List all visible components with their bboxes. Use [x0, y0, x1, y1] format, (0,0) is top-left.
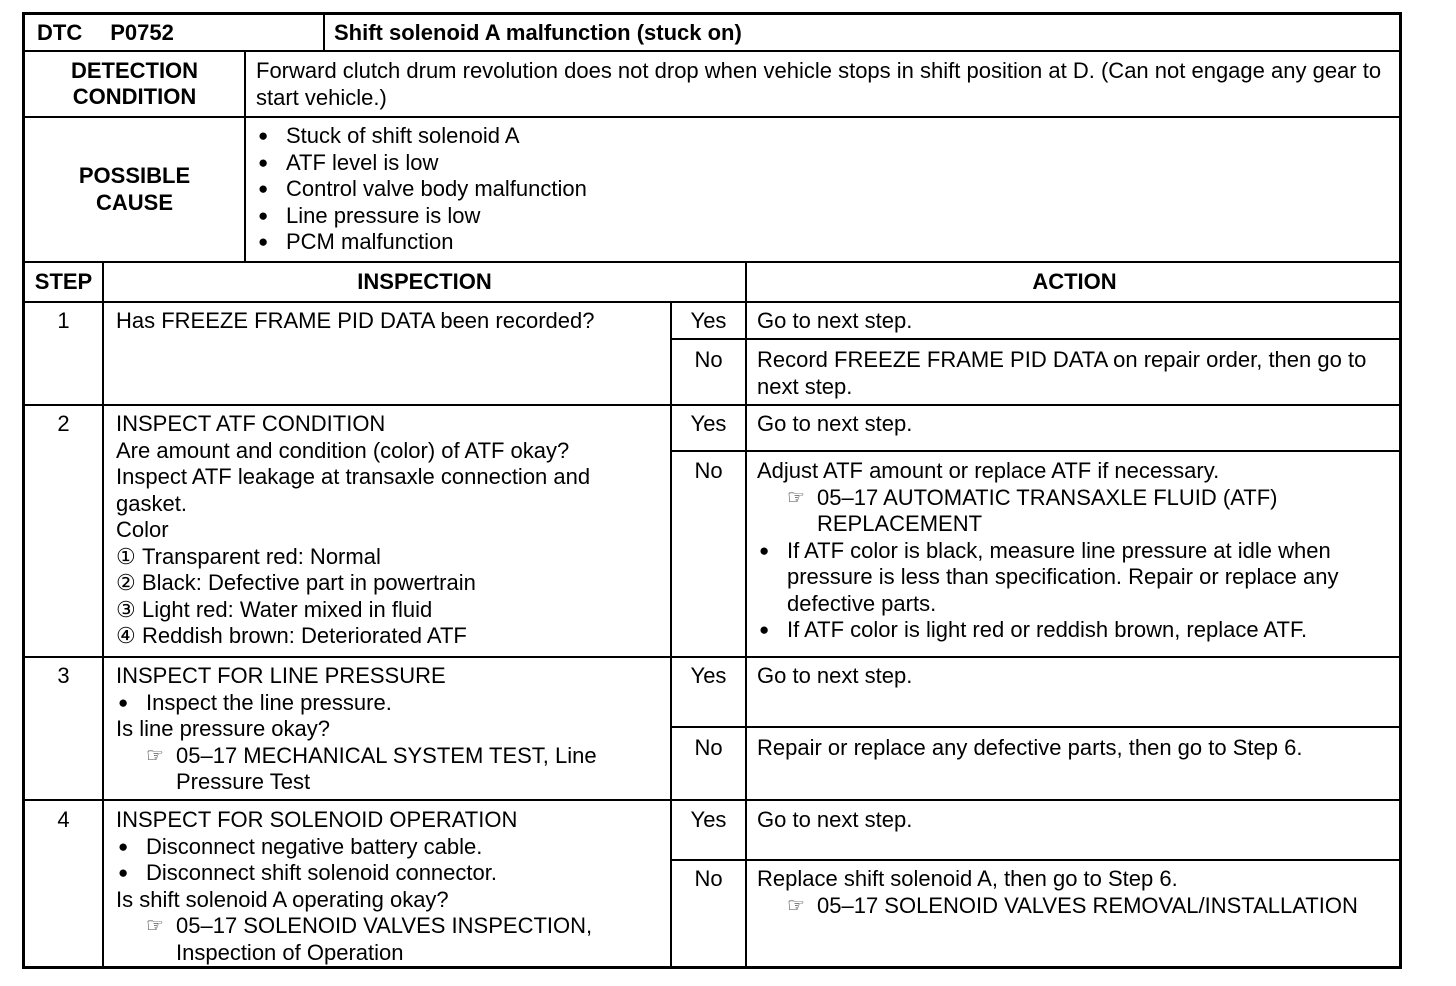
cause-item: ● Stuck of shift solenoid A: [256, 123, 1386, 150]
col-divider: [323, 15, 325, 50]
no-label: No: [694, 347, 723, 372]
step-title: INSPECT FOR SOLENOID OPERATION: [116, 807, 518, 832]
dtc-code: P0752: [110, 20, 174, 45]
reference-text: 05–17 AUTOMATIC TRANSAXLE FLUID (ATF) REPLACEMENT: [817, 484, 1278, 536]
inspection-bullet: ● Disconnect negative battery cable.: [116, 834, 660, 861]
step-inspection: [104, 663, 670, 796]
pointing-hand-icon: ☞: [787, 486, 805, 509]
step-number: 4: [57, 807, 70, 832]
yes-action: Go to next step.: [757, 411, 913, 436]
row-divider: [25, 799, 1399, 801]
step-inspection: [104, 411, 670, 650]
reference-text: 05–17 SOLENOID VALVES REMOVAL/INSTALLATION: [817, 892, 1358, 918]
manual-reference: [146, 743, 660, 796]
color-item: [116, 597, 660, 624]
yes-action: Go to next step.: [757, 308, 913, 333]
no-action-text: Replace shift solenoid A, then go to Step 6.: [757, 866, 1178, 891]
step-title: INSPECT ATF CONDITION: [116, 411, 386, 436]
possible-cause-list: [246, 123, 1386, 256]
cause-item: ● Control valve body malfunction: [256, 176, 1386, 203]
row-divider: [25, 301, 1399, 303]
yes-action: Go to next step.: [757, 663, 913, 688]
reference-text: 05–17 MECHANICAL SYSTEM TEST, Line Pressure Test: [176, 742, 597, 794]
possible-cause-label-line2: CAUSE: [95, 189, 173, 215]
yes-no-divider: [670, 338, 1399, 340]
color-text: Transparent red: Normal: [142, 543, 381, 569]
diagnostic-table: [22, 12, 1402, 969]
row-divider: [25, 404, 1399, 406]
reference-text: 05–17 SOLENOID VALVES INSPECTION, Inspection of Operation: [176, 913, 593, 965]
column-header-action: ACTION: [1032, 268, 1117, 294]
pointing-hand-icon: ☞: [787, 894, 805, 917]
yes-label: Yes: [690, 308, 727, 333]
color-item: [116, 623, 660, 650]
circled-number: ④: [116, 623, 136, 648]
step-title: INSPECT FOR LINE PRESSURE: [116, 663, 446, 688]
pointing-hand-icon: ☞: [146, 744, 164, 767]
pointing-hand-icon: ☞: [146, 915, 164, 937]
step-inspection: [104, 807, 670, 966]
column-header-inspection: INSPECTION: [357, 268, 492, 294]
step-inspection: Has FREEZE FRAME PID DATA been recorded?: [116, 308, 595, 333]
circled-number: ③: [116, 596, 136, 622]
detection-text: Forward clutch drum revolution does not drop when vehicle stops in shift position at D. (Can not engage any gear to start vehicle.): [256, 58, 1382, 110]
circled-number: ①: [116, 543, 136, 569]
no-action: [747, 458, 1397, 644]
cause-item: ● Line pressure is low: [256, 203, 1386, 230]
cause-item: ● PCM malfunction: [256, 229, 1386, 256]
color-item: [116, 544, 660, 571]
action-bullet: ● If ATF color is light red or reddish brown, replace ATF.: [757, 617, 1377, 644]
yes-action: Go to next step.: [757, 807, 913, 832]
manual-reference: [787, 893, 1377, 920]
color-item: [116, 570, 660, 597]
no-action-text: Adjust ATF amount or replace ATF if necessary.: [757, 458, 1220, 483]
color-text: Light red: Water mixed in fluid: [142, 596, 433, 622]
yes-no-divider: [670, 859, 1399, 861]
step-number: 3: [57, 663, 70, 688]
dtc-label: [37, 20, 174, 47]
no-action: Record FREEZE FRAME PID DATA on repair order, then go to next step.: [757, 347, 1367, 399]
color-text: Black: Defective part in powertrain: [142, 570, 476, 595]
cause-item: ● ATF level is low: [256, 150, 1386, 177]
no-label: No: [694, 735, 723, 760]
color-text: Reddish brown: Deteriorated ATF: [142, 623, 467, 648]
manual-reference: [146, 913, 660, 966]
detection-label-line2: CONDITION: [72, 84, 197, 109]
detection-label: [25, 52, 244, 116]
column-header-step: STEP: [34, 268, 93, 294]
step-number: 2: [57, 411, 70, 436]
step-question: Is line pressure okay?: [116, 716, 330, 741]
possible-cause-label: [25, 118, 244, 261]
yes-no-divider: [670, 450, 1399, 452]
possible-cause-label-line1: POSSIBLE: [78, 163, 191, 188]
action-bullet: ● If ATF color is black, measure line pressure at idle when pressure is less than specification. Repair or replace any defective parts.: [757, 538, 1377, 618]
step-question: Is shift solenoid A operating okay?: [116, 886, 449, 912]
no-label: No: [694, 866, 723, 891]
yes-label: Yes: [690, 663, 727, 688]
no-action: [747, 866, 1397, 919]
dtc-label-text: DTC: [37, 20, 83, 45]
step-line: Are amount and condition (color) of ATF okay?: [116, 437, 570, 463]
dtc-title: Shift solenoid A malfunction (stuck on): [334, 20, 742, 45]
inspection-bullet: ● Disconnect shift solenoid connector.: [116, 860, 660, 887]
circled-number: ②: [116, 570, 136, 595]
no-label: No: [694, 458, 723, 483]
detection-label-line1: DETECTION: [70, 57, 199, 83]
step-number: 1: [57, 308, 70, 333]
step-line: Color: [116, 517, 169, 542]
step-line: Inspect ATF leakage at transaxle connection and gasket.: [116, 464, 591, 516]
inspection-bullet: ● Inspect the line pressure.: [116, 690, 660, 717]
row-divider: [25, 656, 1399, 658]
yes-no-divider: [670, 726, 1399, 728]
manual-reference: [787, 485, 1377, 538]
yes-label: Yes: [690, 411, 727, 436]
no-action: Repair or replace any defective parts, then go to Step 6.: [757, 735, 1303, 760]
yes-label: Yes: [690, 807, 727, 832]
